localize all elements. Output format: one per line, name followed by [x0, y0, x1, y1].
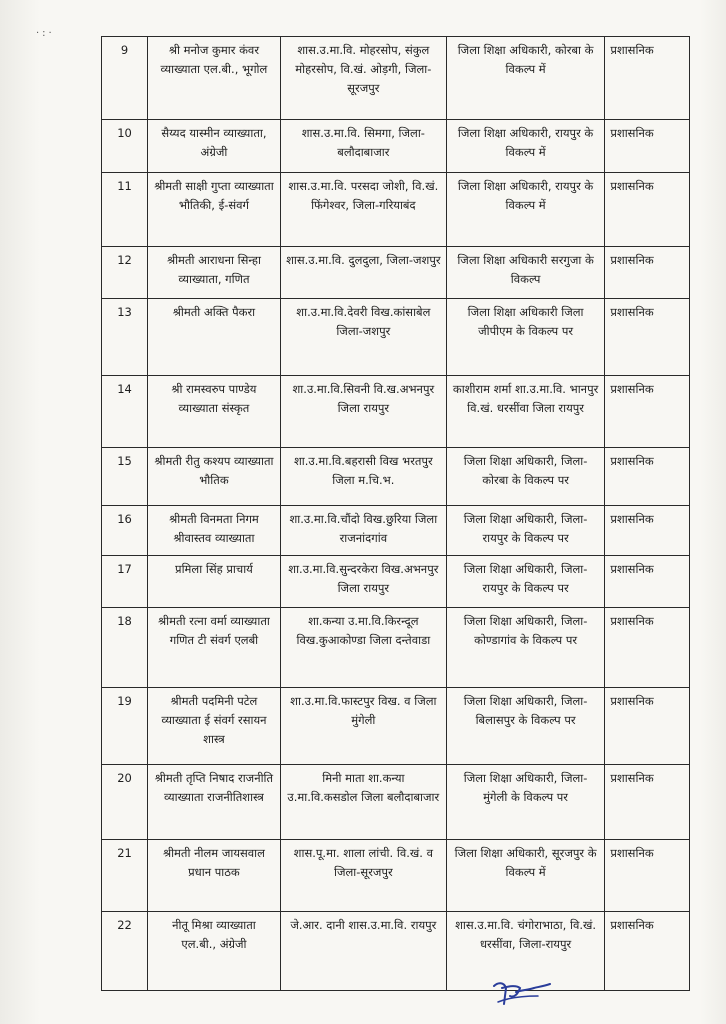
current-school: मिनी माता शा.कन्या उ.मा.वि.कसडोल जिला बलौदाबाजार	[280, 765, 446, 840]
employee-name: श्रीमती साक्षी गुप्ता व्याख्याता भौतिकी, ई-संवर्ग	[148, 173, 281, 247]
table-row	[102, 840, 690, 912]
current-school: शा.उ.मा.वि.फास्टपुर विख. व जिला मुंगेली	[280, 688, 446, 765]
current-school: शास.उ.मा.वि. सिमगा, जिला-बलौदाबाजार	[280, 120, 446, 173]
table-row	[102, 556, 690, 608]
current-school: शास.पू.मा. शाला लांची. वि.खं. व जिला-सूरजपुर	[280, 840, 446, 912]
current-school: शा.उ.मा.वि.देवरी विख.कांसाबेल जिला-जशपुर	[280, 299, 446, 376]
serial-number: 20	[102, 765, 148, 840]
serial-number: 13	[102, 299, 148, 376]
serial-number: 16	[102, 506, 148, 556]
new-posting: जिला शिक्षा अधिकारी, रायपुर के विकल्प में	[446, 173, 605, 247]
transfer-type: प्रशासनिक	[605, 912, 690, 991]
transfer-type: प्रशासनिक	[605, 376, 690, 448]
employee-name: प्रमिला सिंह प्राचार्य	[148, 556, 281, 608]
transfer-list-table	[101, 36, 690, 991]
serial-number: 21	[102, 840, 148, 912]
signature-icon	[488, 976, 558, 1010]
employee-name: श्रीमती विनमता निगम श्रीवास्तव व्याख्याता	[148, 506, 281, 556]
scan-speckles: ·:·	[36, 28, 55, 39]
employee-name: श्रीमती रत्ना वर्मा व्याख्याता गणित टी संवर्ग एलबी	[148, 608, 281, 688]
current-school: शा.उ.मा.वि.चौंदो विख.छुरिया जिला राजनांदगांव	[280, 506, 446, 556]
transfer-type: प्रशासनिक	[605, 37, 690, 120]
new-posting: जिला शिक्षा अधिकारी सरगुजा के विकल्प	[446, 247, 605, 299]
table-row	[102, 173, 690, 247]
employee-name: श्रीमती आराधना सिन्हा व्याख्याता, गणित	[148, 247, 281, 299]
employee-name: सैय्यद यास्मीन व्याख्याता, अंग्रेजी	[148, 120, 281, 173]
serial-number: 9	[102, 37, 148, 120]
serial-number: 18	[102, 608, 148, 688]
employee-name: श्रीमती तृप्ति निषाद राजनीति व्याख्याता राजनीतिशास्त्र	[148, 765, 281, 840]
serial-number: 11	[102, 173, 148, 247]
current-school: जे.आर. दानी शास.उ.मा.वि. रायपुर	[280, 912, 446, 991]
new-posting: शास.उ.मा.वि. चंगोराभाठा, वि.खं. धरसींवा, जिला-रायपुर	[446, 912, 605, 991]
transfer-type: प्रशासनिक	[605, 688, 690, 765]
new-posting: काशीराम शर्मा शा.उ.मा.वि. भानपुर वि.खं. धरसींवा जिला रायपुर	[446, 376, 605, 448]
serial-number: 17	[102, 556, 148, 608]
table-row	[102, 299, 690, 376]
employee-name: श्रीमती रीतु कश्यप व्याख्याता भौतिक	[148, 448, 281, 506]
table-row	[102, 688, 690, 765]
transfer-type: प्रशासनिक	[605, 448, 690, 506]
new-posting: जिला शिक्षा अधिकारी, जिला-रायपुर के विकल्प पर	[446, 506, 605, 556]
new-posting: जिला शिक्षा अधिकारी, कोरबा के विकल्प में	[446, 37, 605, 120]
transfer-type: प्रशासनिक	[605, 506, 690, 556]
serial-number: 14	[102, 376, 148, 448]
table-row	[102, 120, 690, 173]
current-school: शास.उ.मा.वि. मोहरसोप, संकुल मोहरसोप, वि.खं. ओड़गी, जिला-सूरजपुर	[280, 37, 446, 120]
transfer-type: प्रशासनिक	[605, 299, 690, 376]
transfer-type: प्रशासनिक	[605, 120, 690, 173]
current-school: शा.उ.मा.वि.सिवनी वि.ख.अभनपुर जिला रायपुर	[280, 376, 446, 448]
employee-name: श्रीमती नीलम जायसवाल प्रधान पाठक	[148, 840, 281, 912]
serial-number: 10	[102, 120, 148, 173]
table-row	[102, 506, 690, 556]
new-posting: जिला शिक्षा अधिकारी, सूरजपुर के विकल्प में	[446, 840, 605, 912]
new-posting: जिला शिक्षा अधिकारी जिला जीपीएम के विकल्प पर	[446, 299, 605, 376]
table-row	[102, 608, 690, 688]
new-posting: जिला शिक्षा अधिकारी, रायपुर के विकल्प में	[446, 120, 605, 173]
serial-number: 12	[102, 247, 148, 299]
table-row	[102, 37, 690, 120]
employee-name: नीतू मिश्रा व्याख्याता एल.बी., अंग्रेजी	[148, 912, 281, 991]
new-posting: जिला शिक्षा अधिकारी, जिला-रायपुर के विकल्प पर	[446, 556, 605, 608]
new-posting: जिला शिक्षा अधिकारी, जिला-बिलासपुर के विकल्प पर	[446, 688, 605, 765]
current-school: शास.उ.मा.वि. परसदा जोशी, वि.खं. फिंगेश्वर, जिला-गरियाबंद	[280, 173, 446, 247]
transfer-type: प्रशासनिक	[605, 765, 690, 840]
transfer-type: प्रशासनिक	[605, 556, 690, 608]
new-posting: जिला शिक्षा अधिकारी, जिला-कोरबा के विकल्प पर	[446, 448, 605, 506]
current-school: शास.उ.मा.वि. दुलदुला, जिला-जशपुर	[280, 247, 446, 299]
employee-name: श्री मनोज कुमार कंवर व्याख्याता एल.बी., भूगोल	[148, 37, 281, 120]
transfer-type: प्रशासनिक	[605, 173, 690, 247]
serial-number: 15	[102, 448, 148, 506]
table-row	[102, 376, 690, 448]
transfer-type: प्रशासनिक	[605, 608, 690, 688]
table-row	[102, 448, 690, 506]
new-posting: जिला शिक्षा अधिकारी, जिला-कोण्डागांव के विकल्प पर	[446, 608, 605, 688]
current-school: शा.कन्या उ.मा.वि.किरन्दूल विख.कुआकोण्डा जिला दन्तेवाडा	[280, 608, 446, 688]
serial-number: 22	[102, 912, 148, 991]
employee-name: श्रीमती पदमिनी पटेल व्याख्याता ई संवर्ग रसायन शास्त्र	[148, 688, 281, 765]
employee-name: श्री रामस्वरुप पाण्डेय व्याख्याता संस्कृत	[148, 376, 281, 448]
current-school: शा.उ.मा.वि.सुन्दरकेरा विख.अभनपुर जिला रायपुर	[280, 556, 446, 608]
employee-name: श्रीमती अक्ति पैकरा	[148, 299, 281, 376]
transfer-type: प्रशासनिक	[605, 247, 690, 299]
transfer-type: प्रशासनिक	[605, 840, 690, 912]
current-school: शा.उ.मा.वि.बहरासी विख भरतपुर जिला म.चि.भ.	[280, 448, 446, 506]
new-posting: जिला शिक्षा अधिकारी, जिला-मुंगेली के विकल्प पर	[446, 765, 605, 840]
table-row	[102, 912, 690, 991]
serial-number: 19	[102, 688, 148, 765]
table-row	[102, 765, 690, 840]
table-row	[102, 247, 690, 299]
